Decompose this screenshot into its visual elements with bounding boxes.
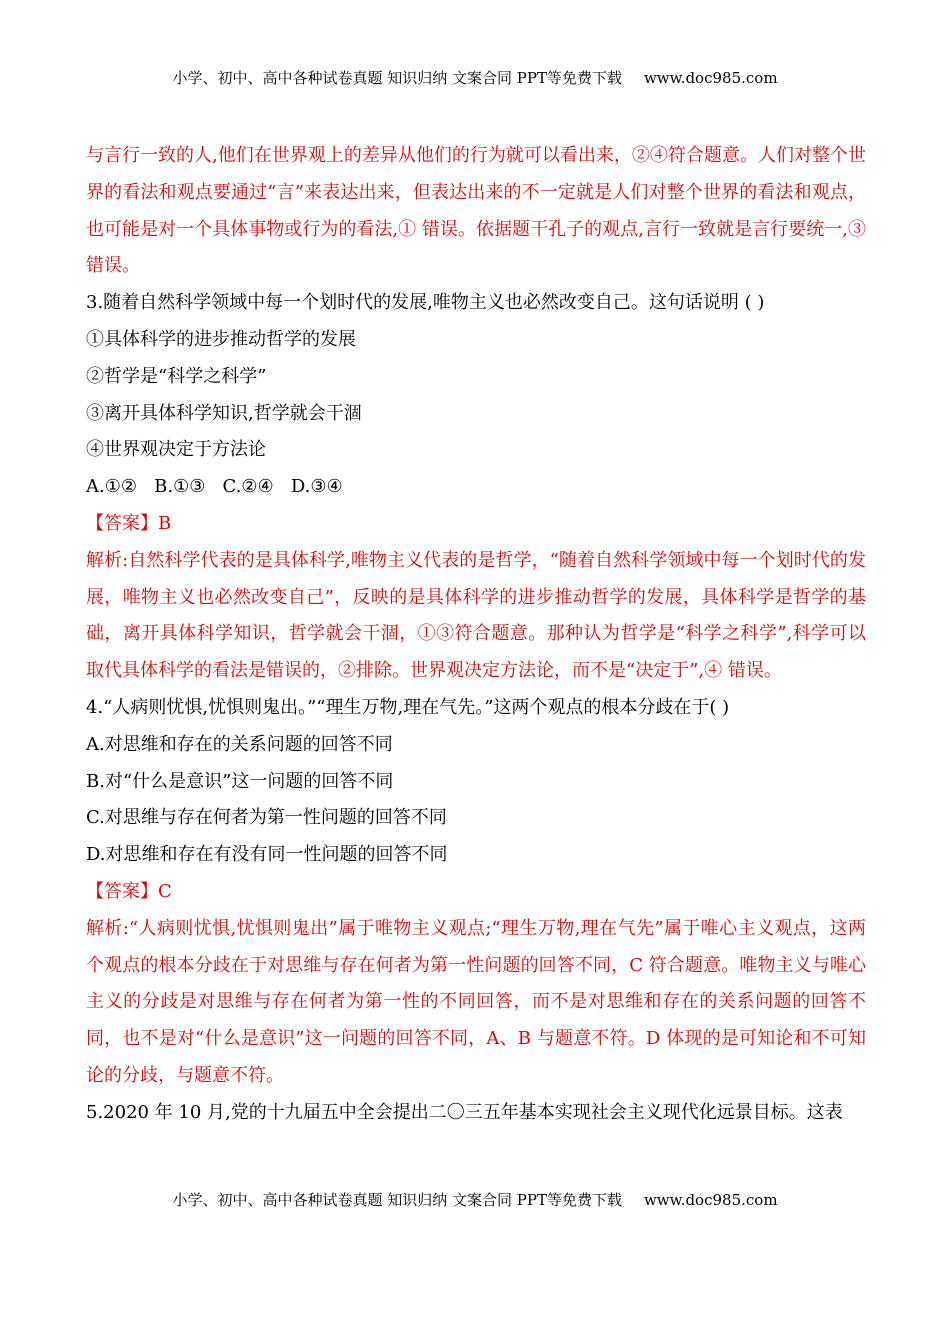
q4-explanation: 解析:“人病则忧惧,忧惧则鬼出”属于唯物主义观点;“理生万物,理在气先”属于唯心主义观点，这两个观点的根本分歧在于对思维与存在何者为第一性问题的回答不同，C 符合题意。唯物主义与唯心主义的分歧是对思维与存在何者为第一性的不同回答，而不是对思维和存在的关系问题的回答不同，也不是对“什么是意识”这一问题的回答不同，A、B 与题意不符。D 体现的是可知论和不可知论的分歧，与题意不符。 [86,917,866,1086]
q4-answer: 【答案】C [86,880,172,902]
q3-explanation: 解析:自然科学代表的是具体科学,唯物主义代表的是哲学，“随着自然科学领域中每一个划时代的发展，唯物主义也必然改变自己”，反映的是具体科学的进步推动哲学的发展，具体科学是哲学的基础，离开具体科学知识，哲学就会干涸，①③符合题意。那种认为哲学是“科学之科学”,科学可以取代具体科学的看法是错误的，②排除。世界观决定方法论，而不是“决定于”,④ 错误。 [86,549,866,682]
header-text: 小学、初中、高中各种试卷真题 知识归纳 文案合同 PPT等免费下载 [172,69,622,87]
q3-item-3: ③离开具体科学知识,哲学就会干涸 [86,402,362,424]
q3-item-1: ①具体科学的进步推动哲学的发展 [86,328,356,350]
q3-answer: 【答案】B [86,512,172,534]
footer-url[interactable]: www.doc985.com [643,1191,778,1209]
q4-option-d: D.对思维和存在有没有同一性问题的回答不同 [86,844,448,866]
q5-stem: 5.2020 年 10 月,党的十九届五中全会提出二〇三五年基本实现社会主义现代化远景目标。这表 [86,1101,843,1123]
q3-item-4: ④世界观决定于方法论 [86,439,266,461]
footer-text: 小学、初中、高中各种试卷真题 知识归纳 文案合同 PPT等免费下载 [172,1191,622,1209]
page-header [0,68,950,88]
q3-item-2: ②哲学是“科学之科学” [86,365,267,387]
q3-options: A.①② B.①③ C.②④ D.③④ [86,476,343,498]
q4-option-b: B.对“什么是意识”这一问题的回答不同 [86,770,394,792]
q3-stem: 3.随着自然科学领域中每一个划时代的发展,唯物主义也必然改变自己。这句话说明 ( ) [86,292,765,314]
previous-explanation: 与言行一致的人,他们在世界观上的差异从他们的行为就可以看出来，②④符合题意。人们对整个世界的看法和观点要通过“言”来表达出来，但表达出来的不一定就是人们对整个世界的看法和观点，也可能是对一个具体事物或行为的看法,① 错误。依据题干孔子的观点,言行一致就是言行要统一,③ 错误。 [86,145,866,277]
q4-option-c: C.对思维与存在何者为第一性问题的回答不同 [86,807,447,829]
page-footer [0,1190,950,1210]
q4-stem: 4.“人病则忧惧,忧惧则鬼出。”“理生万物,理在气先。”这两个观点的根本分歧在于( ) [86,696,730,718]
document-body [86,138,866,1132]
header-url[interactable]: www.doc985.com [643,69,778,87]
q4-option-a: A.对思维和存在的关系问题的回答不同 [86,733,393,755]
